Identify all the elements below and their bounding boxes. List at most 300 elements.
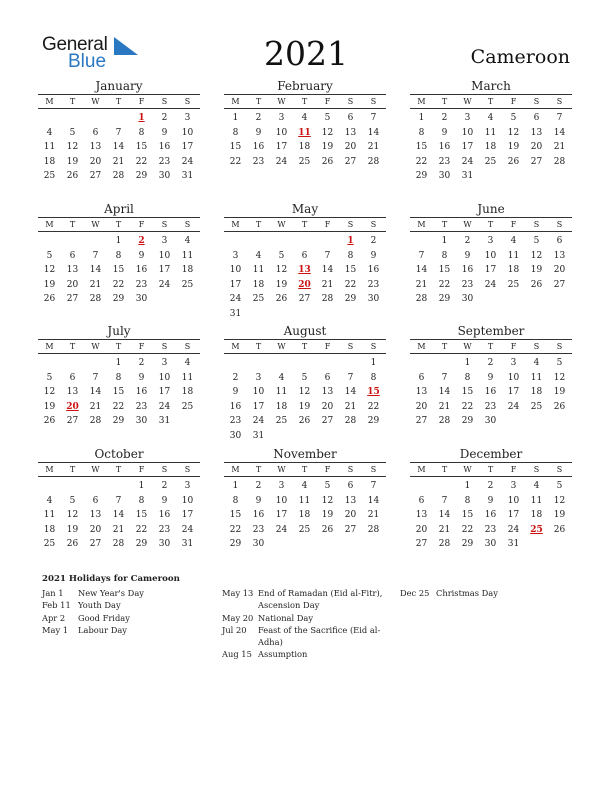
day-cell: 25 <box>43 539 56 550</box>
holiday-date: May 1 <box>42 624 69 635</box>
weekday-label: F <box>138 465 145 474</box>
weekday-label: W <box>277 97 286 106</box>
weekday-label: S <box>556 220 563 229</box>
day-cell: 14 <box>367 495 380 506</box>
day-cell: 20 <box>415 401 428 412</box>
holiday-entry <box>222 624 387 649</box>
day-cell: 8 <box>138 495 145 506</box>
weekday-label: T <box>441 465 448 474</box>
weekday-label: S <box>347 465 354 474</box>
empty-day-cell <box>433 479 456 494</box>
holiday-day-cell: 15 <box>367 387 380 398</box>
empty-day-cell <box>247 356 270 371</box>
day-cell: 31 <box>181 539 194 550</box>
day-cell: 15 <box>461 510 474 521</box>
day-cell: 3 <box>510 481 517 491</box>
day-cell: 21 <box>367 510 380 521</box>
day-cell: 1 <box>138 481 145 491</box>
day-cell: 16 <box>484 387 497 398</box>
logo-word-general: General <box>42 34 108 55</box>
day-cell: 25 <box>507 279 520 290</box>
day-cell: 15 <box>438 265 451 276</box>
day-cell: 16 <box>229 401 242 412</box>
day-cell: 17 <box>507 510 520 521</box>
holiday-entry <box>42 624 207 636</box>
day-cell: 21 <box>438 524 451 535</box>
day-cell: 4 <box>184 358 191 368</box>
day-cell: 27 <box>66 416 79 427</box>
day-cell: 4 <box>255 250 262 261</box>
day-cell: 20 <box>344 510 357 521</box>
holiday-entry <box>222 648 387 660</box>
day-cell: 31 <box>461 171 474 182</box>
empty-day-cell <box>61 234 84 249</box>
empty-day-cell <box>107 479 130 494</box>
month-name: August <box>283 324 327 338</box>
day-cell: 12 <box>275 265 288 276</box>
day-cell: 4 <box>46 495 53 506</box>
month-name: May <box>291 202 319 216</box>
day-cell: 7 <box>441 495 448 506</box>
weekday-label: W <box>91 465 100 474</box>
day-cell: 26 <box>43 416 56 427</box>
day-cell: 14 <box>112 510 125 521</box>
month-october <box>38 447 200 552</box>
day-cell: 21 <box>89 401 102 412</box>
weekday-header <box>38 462 200 477</box>
day-cell: 8 <box>232 127 239 138</box>
day-cell: 17 <box>181 142 194 153</box>
day-cell: 21 <box>415 279 428 290</box>
holiday-name: End of Ramadan (Eid al-Fitr), Ascension Day <box>258 588 383 611</box>
day-cell: 22 <box>344 279 357 290</box>
day-cell: 12 <box>553 495 566 506</box>
day-cell: 17 <box>158 387 171 398</box>
weekday-header <box>410 94 572 109</box>
day-cell: 13 <box>415 510 428 521</box>
weekday-label: S <box>556 465 563 474</box>
day-cell: 18 <box>298 510 311 521</box>
day-cell: 22 <box>229 156 242 167</box>
day-cell: 30 <box>438 171 451 182</box>
day-cell: 24 <box>158 279 171 290</box>
day-cell: 19 <box>553 387 566 398</box>
day-cell: 7 <box>115 495 122 506</box>
day-cell: 5 <box>324 481 331 491</box>
day-cell: 25 <box>298 156 311 167</box>
month-march <box>410 79 572 184</box>
day-cell: 8 <box>115 372 122 383</box>
day-cell: 14 <box>344 387 357 398</box>
day-cell: 9 <box>464 250 471 261</box>
day-cell: 2 <box>161 481 168 491</box>
day-cell: 25 <box>43 171 56 182</box>
day-cell: 18 <box>275 401 288 412</box>
day-grid <box>224 479 386 552</box>
weekday-label: S <box>370 97 377 106</box>
weekday-header <box>224 94 386 109</box>
weekday-label: S <box>533 465 540 474</box>
weekday-label: T <box>115 465 122 474</box>
day-cell: 29 <box>135 171 148 182</box>
weekday-label: T <box>255 220 262 229</box>
weekday-label: S <box>161 465 168 474</box>
day-cell: 10 <box>158 250 171 261</box>
weekday-header <box>224 339 386 354</box>
day-cell: 30 <box>158 539 171 550</box>
day-cell: 12 <box>43 265 56 276</box>
day-cell: 3 <box>278 113 285 123</box>
day-cell: 1 <box>232 481 239 491</box>
day-cell: 7 <box>370 113 377 123</box>
month-name: February <box>277 79 333 93</box>
day-cell: 26 <box>530 279 543 290</box>
day-grid <box>38 356 200 429</box>
weekday-header <box>224 462 386 477</box>
weekday-label: M <box>417 220 426 229</box>
weekday-label: W <box>463 465 472 474</box>
day-cell: 27 <box>89 539 102 550</box>
logo-word-blue: Blue <box>68 51 107 72</box>
weekday-label: S <box>556 97 563 106</box>
day-cell: 23 <box>135 401 148 412</box>
day-cell: 4 <box>533 481 540 491</box>
day-cell: 6 <box>92 127 99 138</box>
day-cell: 1 <box>464 358 471 368</box>
day-cell: 2 <box>487 481 494 491</box>
day-cell: 29 <box>367 416 380 427</box>
day-cell: 2 <box>255 481 262 491</box>
holiday-entry <box>42 612 207 624</box>
empty-day-cell <box>410 479 433 494</box>
day-cell: 23 <box>158 156 171 167</box>
weekday-label: W <box>277 220 286 229</box>
day-cell: 14 <box>112 142 125 153</box>
day-cell: 27 <box>530 156 543 167</box>
day-cell: 10 <box>275 495 288 506</box>
day-cell: 30 <box>135 416 148 427</box>
weekday-label: T <box>487 465 494 474</box>
weekday-label: S <box>533 97 540 106</box>
weekday-label: T <box>301 465 308 474</box>
country-title: Cameroon <box>470 46 570 68</box>
day-cell: 11 <box>530 372 543 383</box>
brand-logo <box>42 34 142 72</box>
day-cell: 7 <box>370 481 377 491</box>
day-cell: 13 <box>553 250 566 261</box>
day-cell: 8 <box>464 372 471 383</box>
holiday-date: Jul 20 <box>222 624 247 635</box>
weekday-label: T <box>255 97 262 106</box>
day-cell: 30 <box>135 294 148 305</box>
day-cell: 9 <box>255 127 262 138</box>
holiday-day-cell: 25 <box>530 524 543 535</box>
day-cell: 5 <box>46 372 53 383</box>
day-cell: 11 <box>181 372 194 383</box>
day-cell: 11 <box>275 387 288 398</box>
day-cell: 9 <box>487 495 494 506</box>
day-cell: 5 <box>510 113 517 123</box>
day-cell: 22 <box>438 279 451 290</box>
month-may <box>224 202 386 322</box>
day-cell: 26 <box>66 171 79 182</box>
day-cell: 9 <box>487 372 494 383</box>
day-cell: 24 <box>484 279 497 290</box>
weekday-label: F <box>138 220 145 229</box>
weekday-label: W <box>277 342 286 351</box>
day-cell: 4 <box>533 358 540 368</box>
day-cell: 28 <box>89 416 102 427</box>
empty-day-cell <box>84 234 107 249</box>
holiday-day-cell: 2 <box>138 236 145 246</box>
holiday-day-cell: 1 <box>138 113 145 123</box>
empty-day-cell <box>410 234 433 249</box>
day-cell: 19 <box>66 524 79 535</box>
weekday-label: F <box>510 465 517 474</box>
holiday-date: May 20 <box>222 612 254 623</box>
day-cell: 7 <box>324 250 331 261</box>
weekday-label: W <box>91 97 100 106</box>
day-cell: 11 <box>181 250 194 261</box>
day-cell: 4 <box>278 372 285 383</box>
month-april <box>38 202 200 307</box>
day-cell: 26 <box>321 156 334 167</box>
day-cell: 3 <box>255 372 262 383</box>
weekday-label: M <box>45 97 54 106</box>
holiday-name: Good Friday <box>78 612 130 623</box>
day-cell: 28 <box>344 416 357 427</box>
day-cell: 24 <box>181 524 194 535</box>
day-cell: 21 <box>112 524 125 535</box>
weekday-label: S <box>556 342 563 351</box>
day-cell: 15 <box>112 387 125 398</box>
day-cell: 19 <box>43 279 56 290</box>
day-cell: 28 <box>438 416 451 427</box>
day-cell: 15 <box>344 265 357 276</box>
day-cell: 4 <box>184 236 191 246</box>
weekday-label: M <box>231 97 240 106</box>
day-grid <box>224 111 386 169</box>
day-cell: 28 <box>89 294 102 305</box>
day-cell: 19 <box>43 401 56 412</box>
day-cell: 5 <box>46 250 53 261</box>
day-cell: 6 <box>347 113 354 123</box>
day-cell: 19 <box>275 279 288 290</box>
day-cell: 18 <box>252 279 265 290</box>
day-cell: 14 <box>367 127 380 138</box>
day-cell: 23 <box>367 279 380 290</box>
day-cell: 26 <box>507 156 520 167</box>
weekday-label: T <box>255 342 262 351</box>
day-cell: 23 <box>484 524 497 535</box>
day-cell: 18 <box>181 265 194 276</box>
day-cell: 24 <box>181 156 194 167</box>
day-cell: 2 <box>370 236 377 246</box>
day-cell: 17 <box>275 142 288 153</box>
day-cell: 9 <box>255 495 262 506</box>
day-cell: 29 <box>112 416 125 427</box>
day-cell: 26 <box>298 416 311 427</box>
day-grid <box>224 356 386 444</box>
holiday-entry <box>400 587 565 599</box>
day-cell: 30 <box>484 416 497 427</box>
day-cell: 29 <box>135 539 148 550</box>
weekday-label: W <box>463 97 472 106</box>
day-cell: 16 <box>367 265 380 276</box>
day-cell: 14 <box>438 387 451 398</box>
day-cell: 30 <box>461 294 474 305</box>
day-cell: 16 <box>158 142 171 153</box>
weekday-label: T <box>115 97 122 106</box>
day-cell: 29 <box>438 294 451 305</box>
day-cell: 14 <box>89 265 102 276</box>
day-cell: 20 <box>530 142 543 153</box>
day-cell: 18 <box>507 265 520 276</box>
holiday-name: New Year's Day <box>78 588 144 598</box>
holiday-entry <box>222 612 387 624</box>
day-cell: 5 <box>69 495 76 506</box>
day-grid <box>38 111 200 184</box>
day-cell: 24 <box>275 156 288 167</box>
empty-day-cell <box>38 479 61 494</box>
weekday-label: F <box>324 465 331 474</box>
day-cell: 30 <box>229 430 242 441</box>
day-cell: 3 <box>510 358 517 368</box>
day-cell: 8 <box>232 495 239 506</box>
day-cell: 12 <box>507 127 520 138</box>
day-cell: 28 <box>367 156 380 167</box>
empty-day-cell <box>316 234 339 249</box>
day-cell: 1 <box>115 358 122 368</box>
day-cell: 26 <box>553 401 566 412</box>
month-name: April <box>104 202 134 216</box>
day-cell: 22 <box>461 401 474 412</box>
month-june <box>410 202 572 307</box>
day-cell: 25 <box>298 524 311 535</box>
day-cell: 14 <box>553 127 566 138</box>
day-cell: 2 <box>138 358 145 368</box>
day-cell: 28 <box>112 539 125 550</box>
month-february <box>224 79 386 169</box>
day-cell: 19 <box>321 142 334 153</box>
holiday-column-1 <box>42 587 207 636</box>
day-cell: 11 <box>530 495 543 506</box>
day-cell: 9 <box>370 250 377 261</box>
day-cell: 15 <box>229 510 242 521</box>
day-cell: 12 <box>530 250 543 261</box>
holiday-day-cell: 20 <box>66 401 79 412</box>
weekday-label: S <box>347 342 354 351</box>
day-cell: 3 <box>232 250 239 261</box>
day-cell: 1 <box>464 481 471 491</box>
day-cell: 28 <box>438 539 451 550</box>
day-cell: 21 <box>89 279 102 290</box>
day-cell: 7 <box>441 372 448 383</box>
empty-day-cell <box>61 479 84 494</box>
month-december <box>410 447 572 552</box>
day-cell: 12 <box>321 127 334 138</box>
day-cell: 17 <box>229 279 242 290</box>
month-name: November <box>273 447 337 461</box>
day-cell: 17 <box>275 510 288 521</box>
day-cell: 9 <box>138 372 145 383</box>
day-cell: 14 <box>438 510 451 521</box>
day-cell: 28 <box>112 171 125 182</box>
day-cell: 29 <box>344 294 357 305</box>
weekday-label: F <box>324 220 331 229</box>
holiday-list-title: 2021 Holidays for Cameroon <box>42 574 180 584</box>
day-cell: 14 <box>321 265 334 276</box>
day-cell: 22 <box>367 401 380 412</box>
day-cell: 23 <box>252 524 265 535</box>
month-name: June <box>477 202 505 216</box>
day-cell: 13 <box>321 387 334 398</box>
weekday-label: M <box>45 465 54 474</box>
day-cell: 21 <box>553 142 566 153</box>
weekday-label: M <box>231 342 240 351</box>
weekday-label: S <box>184 465 191 474</box>
day-cell: 8 <box>418 127 425 138</box>
day-grid <box>38 234 200 307</box>
empty-day-cell <box>61 356 84 371</box>
day-cell: 23 <box>158 524 171 535</box>
day-cell: 5 <box>556 481 563 491</box>
holiday-name: Assumption <box>258 649 308 660</box>
weekday-label: W <box>463 342 472 351</box>
weekday-label: M <box>45 220 54 229</box>
day-cell: 12 <box>553 372 566 383</box>
weekday-label: S <box>184 342 191 351</box>
empty-day-cell <box>270 356 293 371</box>
day-cell: 6 <box>556 236 563 246</box>
day-cell: 26 <box>321 524 334 535</box>
day-cell: 24 <box>252 416 265 427</box>
day-cell: 7 <box>418 250 425 261</box>
empty-day-cell <box>224 356 247 371</box>
day-grid <box>224 234 386 322</box>
day-cell: 31 <box>158 416 171 427</box>
day-cell: 2 <box>232 372 239 383</box>
empty-day-cell <box>410 356 433 371</box>
day-cell: 10 <box>229 265 242 276</box>
day-cell: 21 <box>321 279 334 290</box>
weekday-label: S <box>370 220 377 229</box>
day-cell: 27 <box>415 539 428 550</box>
weekday-label: T <box>69 342 76 351</box>
day-cell: 23 <box>135 279 148 290</box>
holiday-name: National Day <box>258 612 314 623</box>
day-cell: 6 <box>69 372 76 383</box>
day-cell: 27 <box>344 156 357 167</box>
holiday-name: Feast of the Sacrifice (Eid al-Adha) <box>258 624 381 648</box>
day-cell: 27 <box>344 524 357 535</box>
logo-flag-icon <box>114 37 138 57</box>
empty-day-cell <box>84 479 107 494</box>
day-cell: 12 <box>321 495 334 506</box>
day-cell: 9 <box>232 387 239 398</box>
holiday-name: Labour Day <box>78 624 127 635</box>
day-cell: 23 <box>229 416 242 427</box>
month-name: December <box>459 447 523 461</box>
holiday-day-cell: 13 <box>298 265 311 276</box>
day-cell: 29 <box>229 539 242 550</box>
day-cell: 30 <box>367 294 380 305</box>
weekday-label: F <box>510 97 517 106</box>
weekday-label: T <box>69 220 76 229</box>
month-name: September <box>457 324 525 338</box>
day-cell: 13 <box>344 495 357 506</box>
day-cell: 16 <box>135 265 148 276</box>
